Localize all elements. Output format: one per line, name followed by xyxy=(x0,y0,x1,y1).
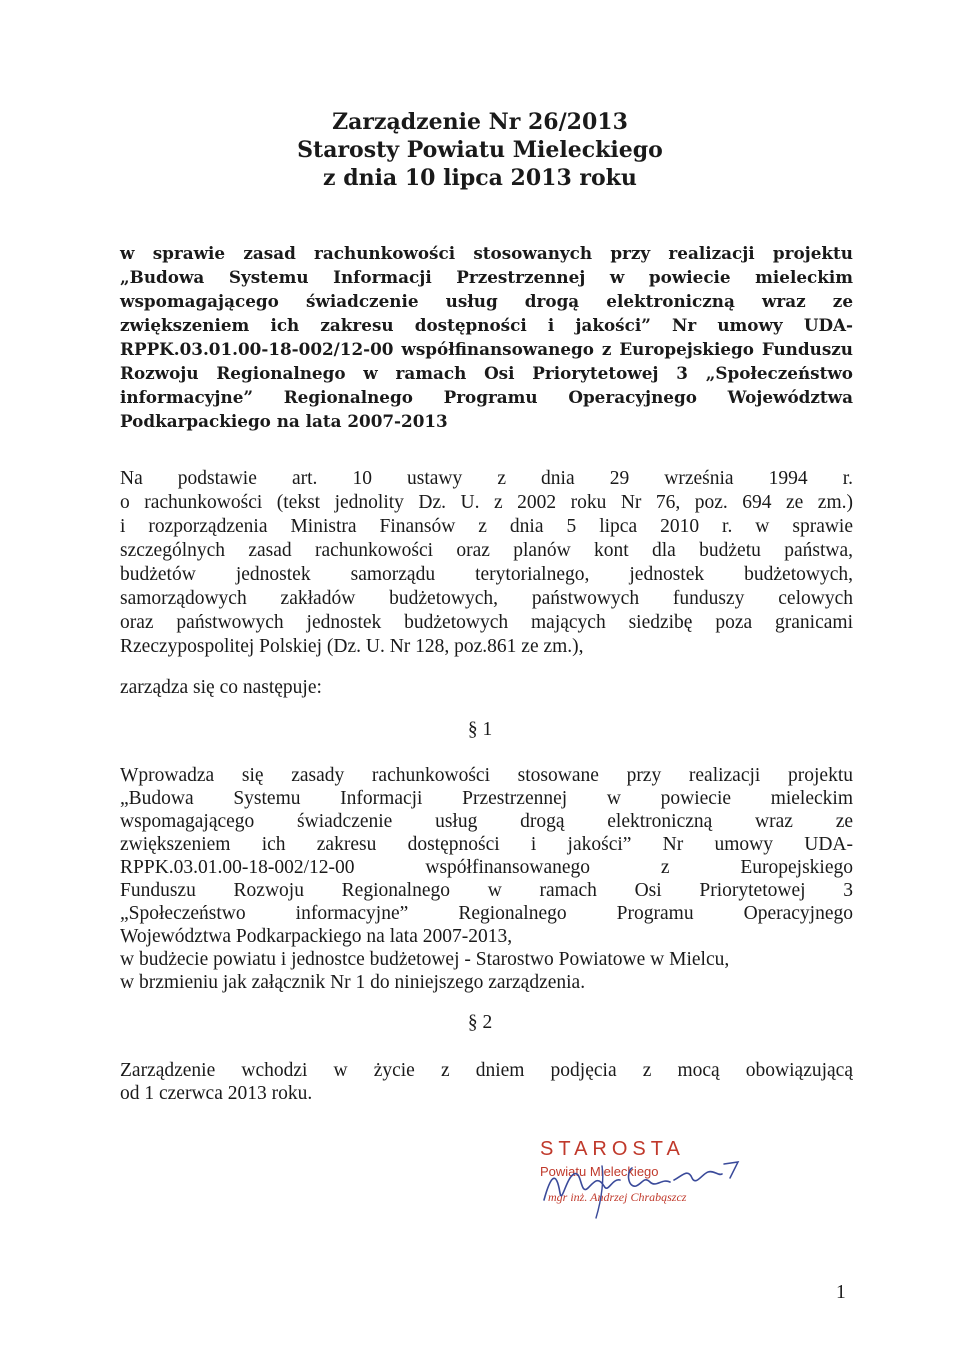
preamble-line: samorządowych zakładów budżetowych, państwowych funduszy celowych xyxy=(120,588,853,609)
page-number: 1 xyxy=(836,1282,846,1303)
section-1-line: wspomagającego świadczenie usług drogą elektroniczną wraz ze xyxy=(120,811,853,832)
section-1-line: w budżecie powiatu i jednostce budżetowej - Starostwo Powiatowe w Mielcu, xyxy=(120,949,730,970)
decree-text: zarządza się co następuje: xyxy=(120,677,322,698)
stamp-office: Powiatu Mieleckiego xyxy=(540,1164,659,1179)
section-1-line: zwiększeniem ich zakresu dostępności i jakości” Nr umowy UDA- xyxy=(120,834,853,855)
preamble-line: budżetów jednostek samorządu terytorialnego, jednostek budżetowych, xyxy=(120,564,853,585)
starosta-stamp xyxy=(532,1138,772,1238)
section-1-line: RPPK.03.01.00-18-002/12-00 współfinansowanego z Europejskiego xyxy=(120,857,853,878)
preamble-line: o rachunkowości (tekst jednolity Dz. U. z 2002 roku Nr 76, poz. 694 ze zm.) xyxy=(120,492,853,513)
section-2-line: Zarządzenie wchodzi w życie z dniem podjęcia z mocą obowiązującą xyxy=(120,1060,853,1081)
section-2-heading: § 2 xyxy=(467,1012,493,1033)
handwritten-signature xyxy=(532,1138,772,1238)
preamble-line: oraz państwowych jednostek budżetowych mających siedzibę poza granicami xyxy=(120,612,853,633)
subject-paragraph: w sprawie zasad rachunkowości stosowanych przy realizacji projektu „Budowa Systemu Informacji Przestrzennej w powiecie mieleckim wspomagającego świadczenie usług drogą elektroniczną wraz ze zwiększeniem ich zakresu dostępności i jakości” Nr umowy UDA-RPPK.03.01.00-18-002/12-00 współfinansowanego z Europejskiego Funduszu Rozwoju Regionalnego w ramach Osi Priorytetowej 3 „Społeczeństwo informacyjne” Regionalnego Programu Operacyjnego Województwa Podkarpackiego na lata 2007-2013 xyxy=(120,243,853,431)
section-1-line: „Budowa Systemu Informacji Przestrzennej w powiecie mieleckim xyxy=(120,788,853,809)
section-1-line: Województwa Podkarpackiego na lata 2007-2013, xyxy=(120,926,513,947)
section-1-line: w brzmieniu jak załącznik Nr 1 do niniejszego zarządzenia. xyxy=(120,972,586,993)
title-block xyxy=(0,108,960,192)
preamble-line: i rozporządzenia Ministra Finansów z dnia 5 lipca 2010 r. w sprawie xyxy=(120,516,853,537)
section-1-line: Funduszu Rozwoju Regionalnego w ramach Osi Priorytetowej 3 xyxy=(120,880,853,901)
section-1-heading: § 1 xyxy=(467,719,493,740)
section-1-line: „Społeczeństwo informacyjne” Regionalnego Programu Operacyjnego xyxy=(120,903,853,924)
preamble-line: Rzeczypospolitej Polskiej (Dz. U. Nr 128, poz.861 ze zm.), xyxy=(120,636,584,657)
title-line-1: Zarządzenie Nr 26/2013 xyxy=(332,109,628,135)
stamp-title: STAROSTA xyxy=(540,1138,685,1160)
section-2-line: od 1 czerwca 2013 roku. xyxy=(120,1083,313,1104)
section-1-line: Wprowadza się zasady rachunkowości stosowane przy realizacji projektu xyxy=(120,765,853,786)
title-line-2: Starosty Powiatu Mieleckiego xyxy=(297,137,663,163)
stamp-signatory: mgr inż. Andrzej Chrabąszcz xyxy=(548,1190,687,1204)
title-line-3: z dnia 10 lipca 2013 roku xyxy=(323,165,637,191)
preamble-line: Na podstawie art. 10 ustawy z dnia 29 września 1994 r. xyxy=(120,468,853,489)
preamble-line: szczególnych zasad rachunkowości oraz planów kont dla budżetu państwa, xyxy=(120,540,853,561)
